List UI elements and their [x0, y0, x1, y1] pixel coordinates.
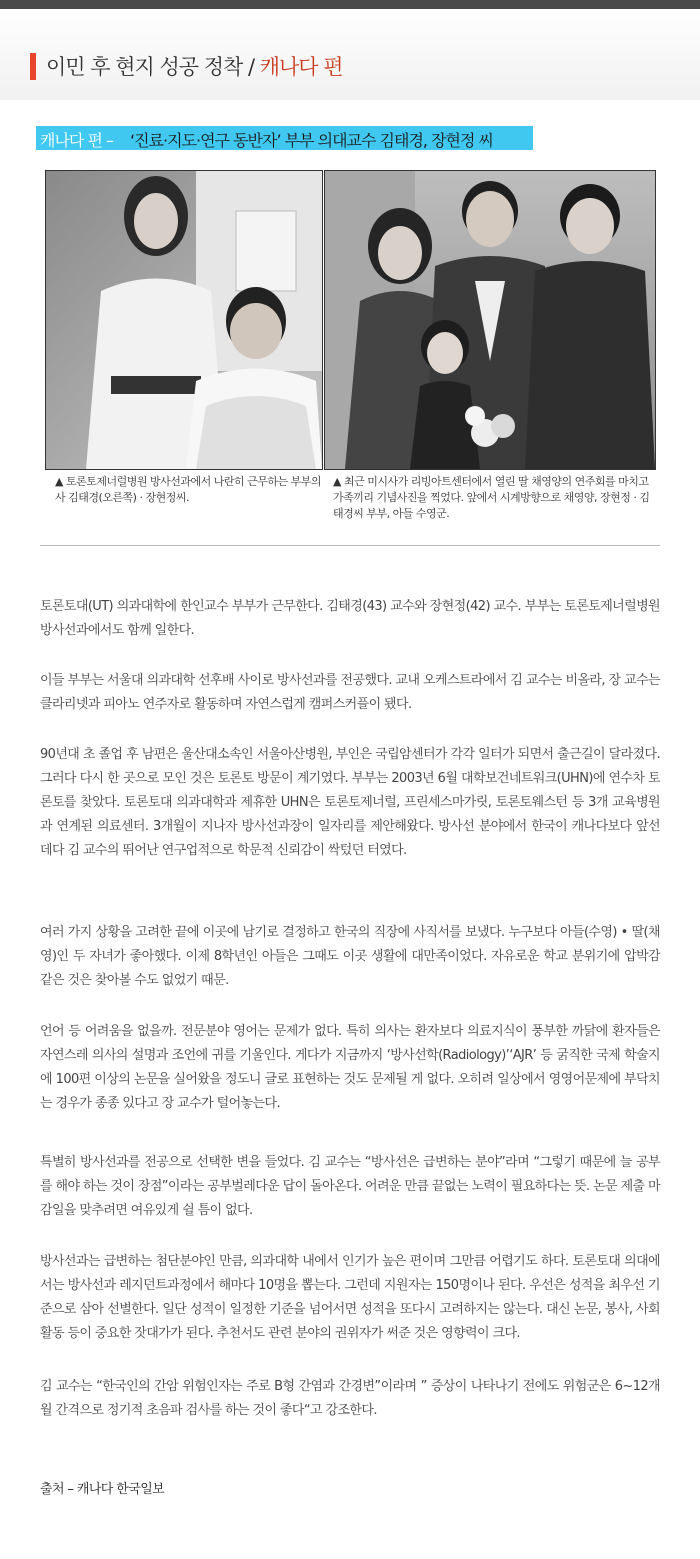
article-source: 출처 – 캐나다 한국일보 [40, 1482, 165, 1497]
article-paragraph: 특별히 방사선과를 전공으로 선택한 변을 들었다. 김 교수는 “방사선은 급변하는 분야”라며 “그렇기 때문에 늘 공부를 해야 하는 것이 장점”이라는 공부벌레다운 답이 돌아온다. 어려운 만큼 끝없는 노력이 필요하다는 뜻. 논문 제출 마감일을 맞추려면 여유있게 쉴 틈이 없다. [40, 1155, 660, 1218]
photo-family-image [325, 171, 655, 469]
photo-family [324, 170, 656, 470]
banner-label: 캐나다 편 – [40, 131, 113, 150]
photo-couple-at-work [45, 170, 323, 470]
article-headline: ‘진료·지도·연구 동반자’ 부부 의대교수 김태경, 장현정 씨 [130, 131, 493, 150]
header-accent-bar [30, 53, 36, 80]
article-paragraph: 언어 등 어려움을 없을까. 전문분야 영어는 문제가 없다. 특히 의사는 환자보다 의료지식이 풍부한 까닭에 환자들은 자연스레 의사의 설명과 조언에 귀를 기울인다. 게다가 지금까지 ‘방사선학(Radiology)’‘AJR’ 등 굵직한 국제 학술지에 100편 이상의 논문을 실어왔을 정도니 글로 표현하는 것도 문제될 게 없다. 오히려 일상에서 영영어문제에 부닥치는 경우가 종종 있다고 장 교수가 털어놓는다. [40, 1024, 660, 1111]
photo-couple-at-work-image [46, 171, 322, 469]
article-headline-banner [36, 126, 533, 150]
page-title-main: 이민 후 현지 성공 정착 / [46, 55, 260, 79]
photo-caption-2: ▲ 최근 미시사가 리빙아트센터에서 열린 딸 채영양의 연주회를 마치고 가족끼리 기념사진을 찍었다. 앞에서 시계방향으로 채영양, 장현정 · 김태경씨 부부, 아들 수영군. [333, 475, 650, 520]
photo-caption-1: ▲ 토론토제너럴병원 방사선과에서 나란히 근무하는 부부의사 김태경(오른쪽) · 장현정씨. [55, 475, 321, 504]
article-paragraph: 90년대 초 졸업 후 남편은 울산대소속인 서울아산병원, 부인은 국립암센터가 각각 일터가 되면서 출근길이 달라졌다. 그러다 다시 한 곳으로 모인 것은 토론토 방문이 계기였다. 부부는 2003년 6월 대학보건네트워크(UHN)에 연수차 토론토를 찾았다. 토론토대 의과대학과 제휴한 UHN은 토론토제너럴, 프린세스마가릿, 토론토웨스턴 등 3개 교육병원과 연계된 의료센터. 3개월이 지나자 방사선과장이 일자리를 제안해왔다. 방사선 분야에서 한국이 캐나다보다 앞선 데다 김 교수의 뛰어난 연구업적으로 학문적 신뢰감이 싹텄던 터였다. [40, 747, 660, 858]
page-title-highlight: 캐나다 편 [259, 55, 343, 79]
divider [40, 545, 660, 546]
page-title [46, 51, 343, 81]
article-paragraph: 이들 부부는 서울대 의과대학 선후배 사이로 방사선과를 전공했다. 교내 오케스트라에서 김 교수는 비올라, 장 교수는 클라리넷과 피아노 연주자로 활동하며 자연스럽게 캠퍼스커플이 됐다. [40, 673, 660, 712]
top-bar [0, 0, 700, 9]
article-paragraph: 토론토대(UT) 의과대학에 한인교수 부부가 근무한다. 김태경(43) 교수와 장현정(42) 교수. 부부는 토론토제너럴병원 방사선과에서도 함께 일한다. [40, 599, 660, 638]
article-paragraph: 여러 가지 상황을 고려한 끝에 이곳에 남기로 결정하고 한국의 직장에 사직서를 보냈다. 누구보다 아들(수영) • 딸(채영)인 두 자녀가 좋아했다. 이제 8학년인 아들은 그때도 이곳 생활에 대만족이었다. 자유로운 학교 분위기에 압박감 같은 것은 찾아볼 수도 없었기 때문. [40, 925, 660, 988]
article-paragraph: 방사선과는 급변하는 첨단분야인 만큼, 의과대학 내에서 인기가 높은 편이며 그만큼 어렵기도 하다. 토론토대 의대에서는 방사선과 레지던트과정에서 해마다 10명을 뽑는다. 그런데 지원자는 150명이나 된다. 우선은 성적을 최우선 기준으로 삼아 선별한다. 일단 성적이 일정한 기준을 넘어서면 성적을 또다시 고려하지는 않는다. 대신 논문, 봉사, 사회활동 등이 중요한 잣대가가 된다. 추천서도 관련 분야의 권위자가 써준 것은 영향력이 크다. [40, 1254, 660, 1341]
article-paragraph: 김 교수는 “한국인의 간암 위험인자는 주로 B형 간염과 간경변”이라며 ” 증상이 나타나기 전에도 위험군은 6~12개월 간격으로 정기적 초음파 검사를 하는 것이 좋다“고 강조한다. [40, 1379, 660, 1418]
page-header [0, 9, 700, 100]
